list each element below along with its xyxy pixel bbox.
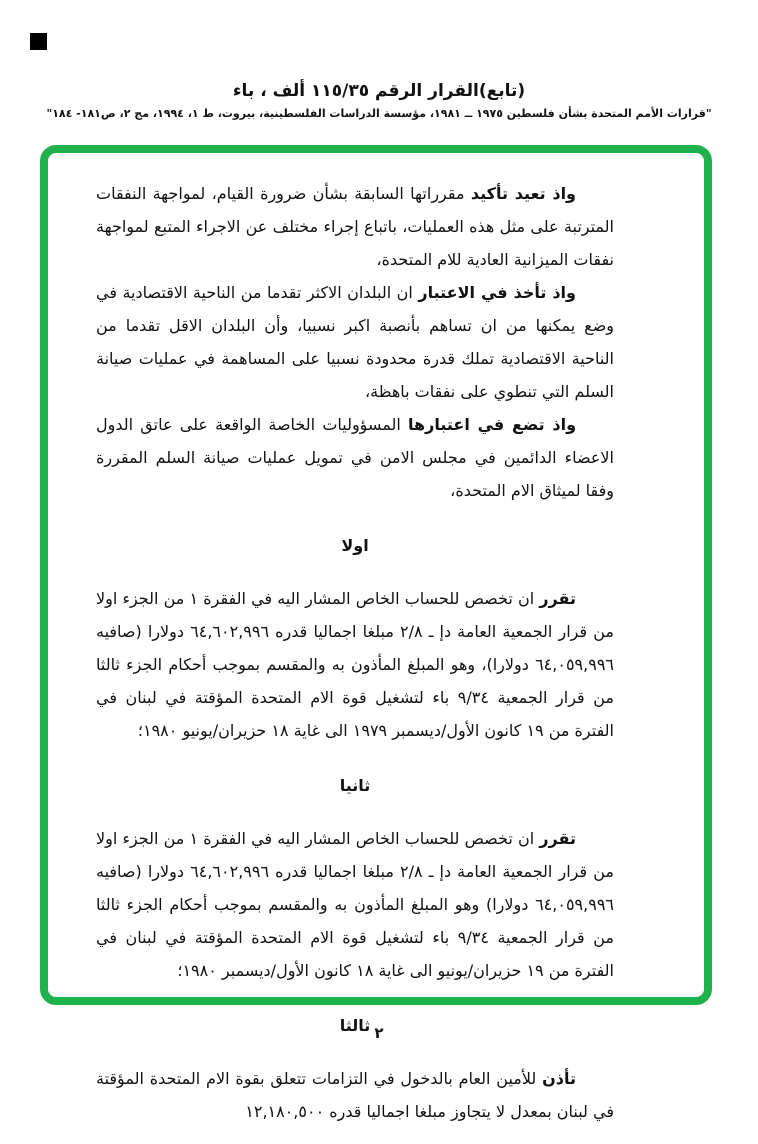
section-heading-second: ثانيا (339, 776, 371, 795)
paragraph-text: ان تخصص للحساب الخاص المشار اليه في الفقرة ١ من الجزء اولا من قرار الجمعية العامة دإ ـ ٢/٨ مبلغا اجماليا قدره ٦٤,٦٠٢,٩٩٦ دولارا (صافيه ٦٤,٠٥٩,٩٩٦ دولارا) وهو المبلغ المأذون به والمقسم بموجب أحكام الجزء ثالثا من قرار الجمعية ٩/٣٤ باء لتشغيل قوة الام المتحدة المؤقتة في لبنان في الفترة من ١٩ حزيران/يونيو الى غاية ١٨ كانون الأول/ديسمبر ١٩٨٠؛ (96, 829, 614, 980)
paragraph-lead: تقرر (539, 829, 576, 848)
paragraph-lead: واذ تعيد تأكيد (470, 184, 577, 203)
source-citation: "قرارات الأمم المتحدة بشأن فلسطين ١٩٧٥ ــ ١٩٨١، مؤسسة الدراسات الفلسطينية، بيروت، ط ١، ١٩٩٤، مج ٢، ص١٨١- ١٨٤" (46, 107, 712, 120)
preamble-paragraph (96, 276, 614, 408)
paragraph-text: للأمين العام بالدخول في التزامات تتعلق بقوة الام المتحدة المؤقتة في لبنان بمعدل لا يتجاوز مبلغا اجماليا قدره ١٢,١٨٠,٥٠٠ (96, 1069, 614, 1121)
paragraph-lead: واذ تأخذ في الاعتبار (418, 283, 576, 302)
paragraph-text: ان البلدان الاكثر تقدما من الناحية الاقتصادية في وضع يمكنها من ان تساهم بأنصبة اكبر نسبيا، وأن البلدان الاقل تقدما من الناحية الاقتصادية تملك قدرة محدودة نسبيا على المساهمة في عمليات صيانة السلم التي تنطوي على نفقات باهظة، (96, 283, 614, 401)
paragraph-text: ان تخصص للحساب الخاص المشار اليه في الفقرة ١ من الجزء اولا من قرار الجمعية العامة دإ ـ ٢/٨ مبلغا اجماليا قدره ٦٤,٦٠٢,٩٩٦ دولارا (صافيه ٦٤,٠٥٩,٩٩٦ دولارا)، وهو المبلغ المأذون به والمقسم بموجب أحكام الجزء ثالثا من قرار الجمعية ٩/٣٤ باء لتشغيل قوة الام المتحدة المؤقتة في لبنان في الفترة من ١٩ كانون الأول/ديسمبر ١٩٧٩ الى غاية ١٨ حزيران/يونيو ١٩٨٠؛ (96, 589, 614, 740)
preamble-paragraph (96, 408, 614, 507)
resolution-frame (40, 145, 712, 1121)
preamble-paragraph (96, 177, 614, 276)
document-header (0, 80, 758, 121)
resolution-body (48, 153, 704, 1144)
paragraph-text: مقرراتها السابقة بشأن ضرورة القيام، لمواجهة النفقات المترتبة على مثل هذه العمليات، باتباع إجراء مختلف عن الاجراء المتبع لمواجهة نفقات الميزانية العادية للام المتحدة، (96, 184, 614, 269)
paragraph-lead: تأذن (542, 1069, 576, 1088)
scan-mark-square (30, 33, 47, 50)
paragraph-lead: تقرر (539, 589, 576, 608)
section-paragraph (96, 1062, 614, 1128)
page-title: (تابع)القرار الرقم ١١٥/٣٥ ألف ، باء (232, 81, 526, 101)
paragraph-text: المسؤوليات الخاصة الواقعة على عاتق الدول الاعضاء الدائمين في مجلس الامن في تمويل عمليات صيانة السلم المقررة وفقا لميثاق الام المتحدة، (96, 415, 614, 500)
section-heading-third: ثالثا (339, 1016, 371, 1035)
section-heading-first: اولا (341, 536, 369, 555)
section-paragraph (96, 822, 614, 987)
paragraph-lead: واذ تضع في اعتبارها (408, 415, 577, 434)
page-number: ٢ (374, 1024, 384, 1042)
section-paragraph (96, 582, 614, 747)
